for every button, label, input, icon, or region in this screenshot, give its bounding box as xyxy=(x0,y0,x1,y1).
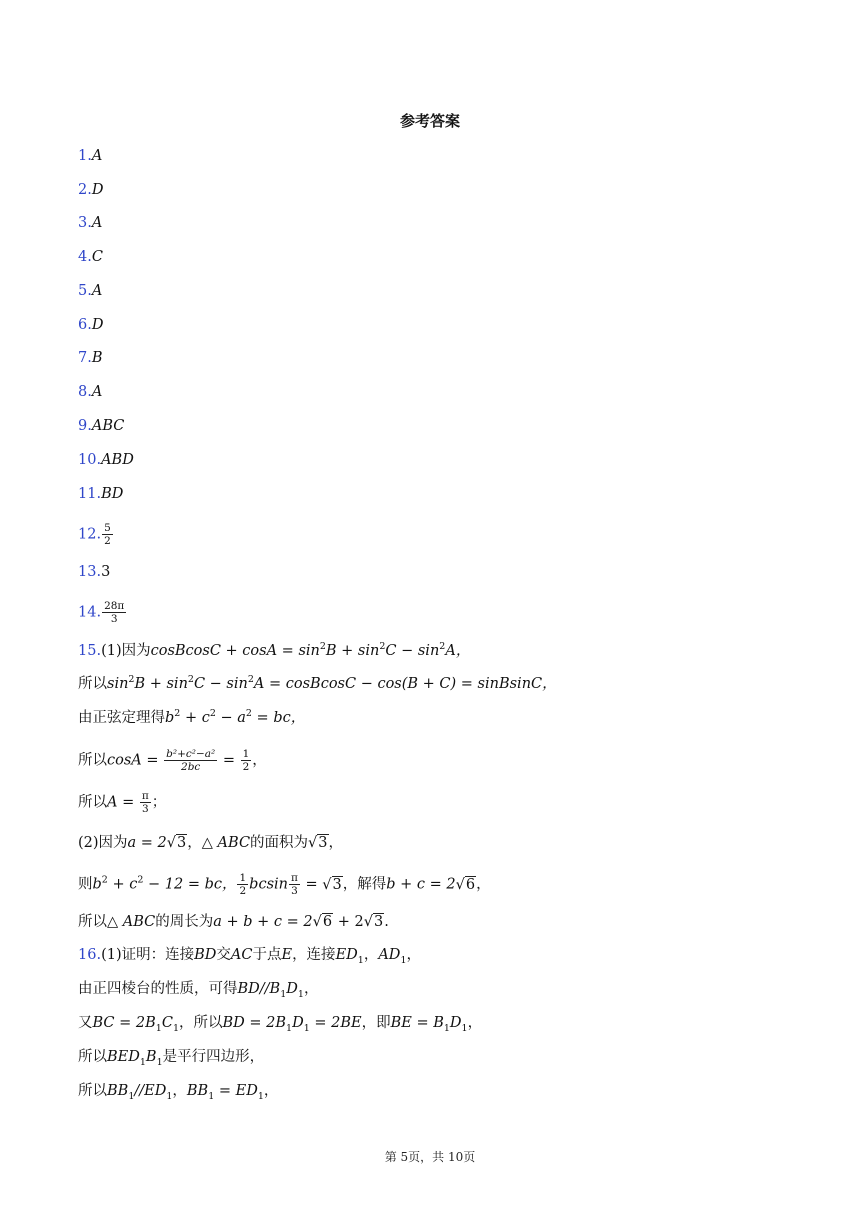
sqrt: √3 xyxy=(322,876,342,893)
answer-10 xyxy=(78,450,134,470)
math: D xyxy=(286,981,298,997)
fraction-denominator: 2bc xyxy=(181,761,201,773)
math: A = xyxy=(107,794,139,811)
text: ， xyxy=(328,835,344,851)
q16-line-5: 所以$BB_1//ED_1$，$BB_1 = ED_1$， xyxy=(78,1083,279,1102)
text: ， xyxy=(363,947,379,963)
math: − 12 = bc， xyxy=(143,876,237,893)
radicand: 6 xyxy=(322,914,333,930)
sqrt: √3 xyxy=(166,835,187,851)
question-number: 4. xyxy=(78,249,92,265)
fraction-denominator: 3 xyxy=(291,885,298,897)
answer-value: C xyxy=(91,249,103,265)
text: 交 xyxy=(216,947,231,963)
text: ， xyxy=(263,1083,279,1099)
text: 于点 xyxy=(252,947,282,963)
fraction-denominator: 2 xyxy=(242,761,250,773)
sqrt: √3 xyxy=(308,835,328,851)
answer-6 xyxy=(78,315,103,335)
question-number: 7. xyxy=(78,350,92,366)
fraction xyxy=(164,748,217,773)
text: 所以 xyxy=(78,752,107,769)
math: + c xyxy=(107,876,138,893)
question-number: 6. xyxy=(78,317,92,333)
answer-3 xyxy=(78,213,102,233)
text: ，所以 xyxy=(178,1015,223,1031)
question-number: 15. xyxy=(78,643,102,659)
radicand: 6 xyxy=(465,876,476,893)
question-number: 13. xyxy=(78,564,102,580)
math: C − sin xyxy=(193,676,248,692)
text: 由正四棱台的性质，可得 xyxy=(78,981,238,997)
text: 所以 xyxy=(78,1049,107,1065)
answer-4 xyxy=(78,247,103,267)
text: ， xyxy=(467,1015,483,1031)
math: bcsin xyxy=(249,876,288,893)
fraction xyxy=(237,872,248,897)
answer-value: B xyxy=(91,350,103,366)
math: sin xyxy=(107,676,129,692)
fraction-numerator: π xyxy=(291,872,298,884)
fraction-numerator: 28π xyxy=(104,600,125,612)
text: 又 xyxy=(78,1015,93,1031)
text: . xyxy=(384,914,389,930)
fraction-denominator: 3 xyxy=(110,613,118,625)
math: ED xyxy=(335,947,358,963)
answer-1 xyxy=(78,146,102,166)
fraction-numerator: π xyxy=(141,790,149,802)
math: D xyxy=(292,1015,304,1031)
question-number: 9. xyxy=(78,418,92,434)
text: 所以 xyxy=(78,794,107,811)
math: BD xyxy=(194,947,217,963)
radicand: 3 xyxy=(332,876,342,893)
q15-line-6 xyxy=(78,833,343,853)
math: B xyxy=(145,1049,157,1065)
answer-7 xyxy=(78,348,103,368)
text: 所以 xyxy=(78,676,107,692)
q16-line-1: 16.(1)证明：连接BD交AC于点E，连接$ED_1$，$AD_1$， xyxy=(78,947,421,966)
question-number: 3. xyxy=(78,215,92,231)
answer-value: BD xyxy=(101,486,124,502)
math: cosBcosC + cosA = sin xyxy=(150,643,320,659)
math: b xyxy=(92,876,102,893)
question-number: 12. xyxy=(78,526,102,543)
fraction xyxy=(289,872,300,897)
math: + c xyxy=(180,710,210,726)
text: 所以 xyxy=(78,1083,107,1099)
q16-line-2: 由正四棱台的性质，可得$BD//B_1D_1$， xyxy=(78,981,319,1000)
math: AD xyxy=(378,947,401,963)
text: 的面积为 xyxy=(250,835,309,851)
fraction xyxy=(102,600,126,625)
text: (2)因为 xyxy=(78,835,128,851)
math: BE = B xyxy=(390,1015,444,1031)
question-number: 14. xyxy=(78,604,102,621)
fraction xyxy=(241,748,252,773)
q16-line-3: 又BC = $2B_1C_1$，所以BD = $2B_1D_1 = 2BE$，即BE = $B_1D_1$， xyxy=(78,1015,483,1034)
fraction-denominator: 2 xyxy=(104,535,111,547)
answer-value: 3 xyxy=(101,564,111,580)
radicand: 3 xyxy=(318,835,328,851)
fraction xyxy=(140,790,151,815)
sqrt: √6 xyxy=(455,876,476,893)
math: − a xyxy=(215,710,246,726)
text: (1)因为 xyxy=(101,643,151,659)
page-footer: 第 5页，共 10页 xyxy=(384,1150,476,1164)
q16-line-4: 所以$BED_1B_1$是平行四边形， xyxy=(78,1049,265,1068)
q15-line-1: 15.(1)因为cosBcosC + $\cos A = \sin^2B + \sin^2C - \sin^2A$， xyxy=(78,641,471,659)
math: C − sin xyxy=(385,643,440,659)
math: = ED xyxy=(214,1083,258,1099)
radicand: 3 xyxy=(373,914,384,930)
fraction xyxy=(102,522,113,547)
math: ABC xyxy=(122,914,156,930)
math: ABC xyxy=(217,835,251,851)
text: 的周长为 xyxy=(155,914,214,930)
fraction-numerator: b²+c²−a² xyxy=(166,748,216,760)
math: + 2 xyxy=(333,914,364,930)
sqrt: √6 xyxy=(312,914,333,930)
math: BD = 2B xyxy=(222,1015,287,1031)
question-number: 16. xyxy=(78,947,102,963)
math: D xyxy=(449,1015,462,1031)
math: BB xyxy=(186,1083,209,1099)
math: a = 2 xyxy=(127,835,167,851)
math: AC xyxy=(230,947,253,963)
text: 则 xyxy=(78,876,93,893)
question-number: 1. xyxy=(78,148,92,164)
math: E xyxy=(281,947,293,963)
question-number: 11. xyxy=(78,486,102,502)
text: (1)证明：连接 xyxy=(101,947,195,963)
answer-5 xyxy=(78,281,102,301)
fraction-numerator: 1 xyxy=(239,872,247,884)
fraction-denominator: 3 xyxy=(141,803,149,815)
math: //ED xyxy=(134,1083,167,1099)
text: ，解得 xyxy=(342,876,387,893)
fraction-denominator: 2 xyxy=(239,885,247,897)
math: b + c = 2 xyxy=(386,876,456,893)
q15-line-4 xyxy=(78,748,267,773)
math: BB xyxy=(107,1083,129,1099)
text: ， xyxy=(303,981,319,997)
answer-value: ABD xyxy=(101,452,134,468)
text: ，△ xyxy=(187,835,218,851)
question-number: 2. xyxy=(78,182,92,198)
text: 是平行四边形， xyxy=(162,1049,265,1065)
text: ， xyxy=(476,876,491,893)
math: BED xyxy=(107,1049,140,1065)
answer-value: A xyxy=(91,384,103,400)
sqrt: √3 xyxy=(363,914,384,930)
text: ，即 xyxy=(361,1015,391,1031)
math: cosA = xyxy=(107,752,164,769)
text: ； xyxy=(151,794,167,811)
text: 由正弦定理得 xyxy=(78,710,165,726)
answer-11 xyxy=(78,484,123,504)
math: C xyxy=(161,1015,173,1031)
math: = xyxy=(300,876,323,893)
answer-9 xyxy=(78,416,124,436)
answer-value: D xyxy=(91,317,104,333)
math: B + sin xyxy=(134,676,188,692)
answer-14 xyxy=(78,600,127,625)
answer-value: A xyxy=(91,283,103,299)
question-number: 8. xyxy=(78,384,92,400)
text: ， xyxy=(252,752,267,769)
answer-value: ABC xyxy=(91,418,125,434)
math: A = cosBcosC − cos(B + C) = sinBsinC， xyxy=(253,676,557,692)
math: BC = 2B xyxy=(92,1015,156,1031)
page-title: 参考答案 xyxy=(399,112,460,130)
math: BD//B xyxy=(237,981,281,997)
math: B + sin xyxy=(325,643,380,659)
math: a + b + c = 2 xyxy=(213,914,313,930)
answer-value: A xyxy=(91,215,103,231)
fraction-numerator: 5 xyxy=(104,522,111,534)
radicand: 3 xyxy=(177,835,187,851)
q15-line-2: 所以$\sin^2B + \sin^2C - \sin^2A$ = cosBcosC − cos(B + C) = sinBsinC， xyxy=(78,674,557,692)
math: b xyxy=(165,710,175,726)
text: ， xyxy=(406,947,421,963)
answer-value: A xyxy=(91,148,103,164)
math: = xyxy=(218,752,240,769)
math: = 2BE xyxy=(309,1015,362,1031)
question-number: 5. xyxy=(78,283,92,299)
question-number: 10. xyxy=(78,452,102,468)
answer-12 xyxy=(78,522,114,547)
fraction-numerator: 1 xyxy=(242,748,250,760)
answer-13 xyxy=(78,562,110,582)
answer-2 xyxy=(78,180,103,200)
math: A， xyxy=(445,643,471,659)
math: = bc， xyxy=(251,710,306,726)
answer-value: D xyxy=(91,182,104,198)
q15-line-5 xyxy=(78,790,166,815)
q15-line-3: 由正弦定理得$b^2 + c^2 - a^2$ = bc， xyxy=(78,708,306,726)
q15-line-8 xyxy=(78,912,389,932)
text: 所以△ xyxy=(78,914,123,930)
text: ，连接 xyxy=(292,947,336,963)
q15-line-7: 则$b^2 + c^2 - 12$ = bc， $\frac{1}{2}$ bcsin $\frac{\pi}{3}$ = √3，解得b + c = 2√6， xyxy=(78,872,491,897)
answer-8 xyxy=(78,382,102,402)
text: ， xyxy=(172,1083,187,1099)
